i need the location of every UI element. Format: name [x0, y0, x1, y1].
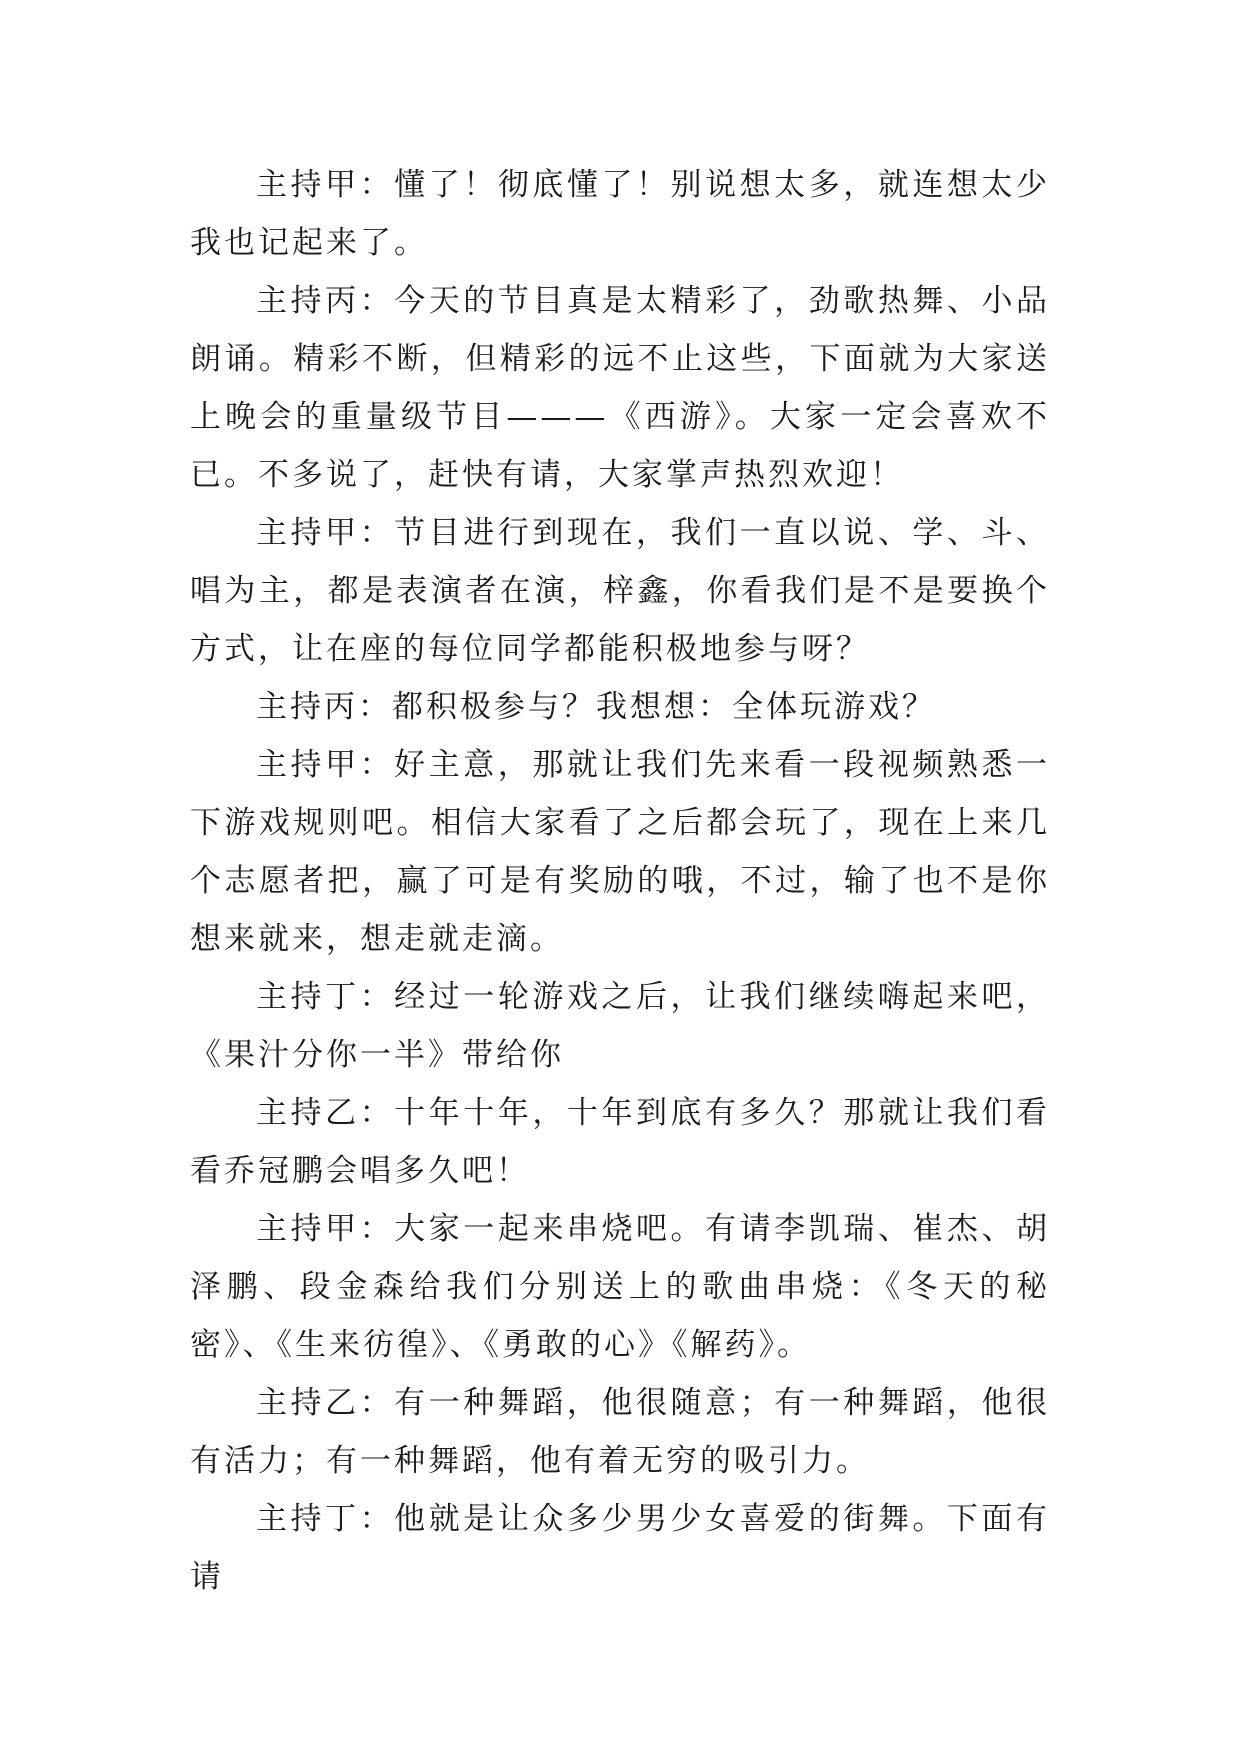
paragraph: 主持乙：十年十年，十年到底有多久？那就让我们看看乔冠鹏会唱多久吧！ — [190, 1095, 1050, 1189]
document-body — [190, 156, 1050, 1606]
paragraph: 主持丙：都积极参与？我想想：全体玩游戏？ — [256, 689, 936, 725]
paragraph: 主持丙：今天的节目真是太精彩了，劲歌热舞、小品朗诵。精彩不断，但精彩的远不止这些，下面就为大家送上晚会的重量级节目———《西游》。大家一定会喜欢不已。不多说了，赶快有请，大家掌声热烈欢迎！ — [190, 283, 1050, 493]
paragraph: 主持丁：他就是让众多少男少女喜爱的街舞。下面有请 — [190, 1501, 1050, 1595]
paragraph: 主持甲：大家一起来串烧吧。有请李凯瑞、崔杰、胡泽鹏、段金森给我们分别送上的歌曲串烧：《冬天的秘密》、《生来彷徨》、《勇敢的心》《解药》。 — [190, 1211, 1050, 1363]
paragraph: 主持丁：经过一轮游戏之后，让我们继续嗨起来吧，《果汁分你一半》带给你 — [190, 979, 1050, 1073]
paragraph: 主持甲：懂了！彻底懂了！别说想太多，就连想太少我也记起来了。 — [190, 167, 1050, 261]
paragraph: 主持甲：节目进行到现在，我们一直以说、学、斗、唱为主，都是表演者在演，梓鑫，你看我们是不是要换个方式，让在座的每位同学都能积极地参与呀？ — [190, 515, 1050, 667]
paragraph: 主持甲：好主意，那就让我们先来看一段视频熟悉一下游戏规则吧。相信大家看了之后都会玩了，现在上来几个志愿者把，赢了可是有奖励的哦，不过，输了也不是你想来就来，想走就走滴。 — [190, 747, 1050, 957]
paragraph: 主持乙：有一种舞蹈，他很随意；有一种舞蹈，他很有活力；有一种舞蹈，他有着无穷的吸引力。 — [190, 1385, 1050, 1479]
